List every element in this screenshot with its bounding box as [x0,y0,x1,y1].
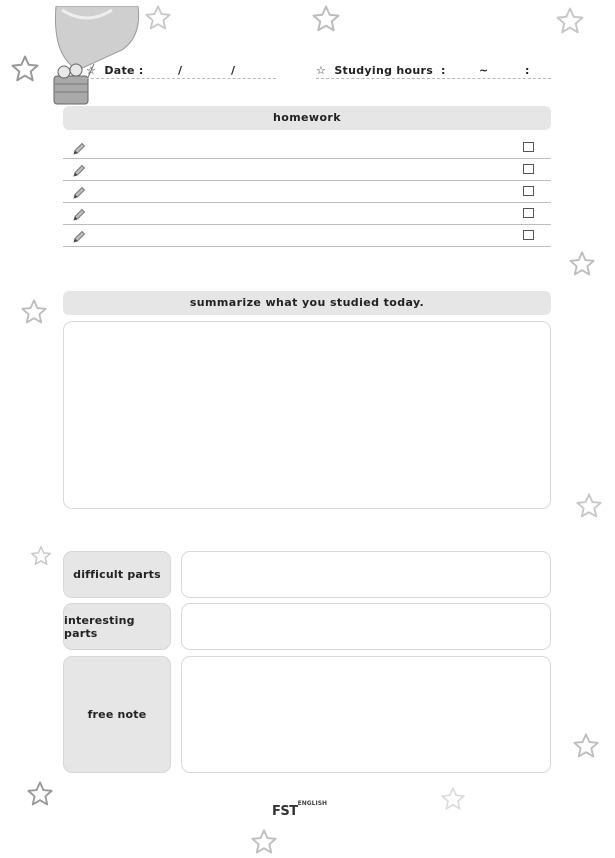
hours-tilde: ~ [479,64,489,77]
date-separator: / [178,64,183,77]
pencil-icon [72,207,86,221]
pencil-icon [72,163,86,177]
star-icon [440,786,466,812]
homework-row[interactable] [63,181,551,203]
date-separator: / [231,64,236,77]
star-icon [311,4,341,34]
homework-row[interactable] [63,225,551,247]
star-icon [26,780,54,808]
star-icon [30,542,52,570]
homework-row[interactable] [63,203,551,225]
interesting-parts-field[interactable] [181,603,551,650]
star-icon [572,732,600,760]
logo-english: ENGLISH [297,800,328,807]
star-icon [144,4,172,32]
homework-checkbox[interactable] [523,208,534,218]
interesting-parts-label: interesting parts [63,603,171,650]
homework-row[interactable] [63,159,551,181]
date-underline [86,78,276,79]
star-outline-icon: ☆ [316,64,327,77]
star-icon [568,250,596,278]
homework-checkbox[interactable] [523,186,534,196]
homework-checkbox[interactable] [523,142,534,152]
homework-checkbox[interactable] [523,230,534,240]
studying-hours-label: Studying hours [334,64,434,77]
difficult-parts-label: difficult parts [63,551,171,598]
logo-letters: ST [280,804,298,819]
hours-colon: : [525,64,530,77]
brand-logo [272,800,344,822]
summary-header: summarize what you studied today. [63,291,551,315]
star-icon [20,298,48,326]
star-icon [555,6,585,36]
star-icon [250,828,278,856]
hours-underline [316,78,551,79]
difficult-parts-field[interactable] [181,551,551,598]
homework-checkbox[interactable] [523,164,534,174]
star-icon [10,54,40,84]
date-label: Date : [104,64,144,77]
logo-letter: F [272,804,281,819]
free-note-label: free note [63,656,171,773]
hot-air-balloon-illustration [42,6,142,110]
pencil-icon [72,229,86,243]
star-outline-icon: ☆ [86,64,97,77]
hours-colon: : [441,64,446,77]
star-icon [575,492,603,520]
homework-row[interactable] [63,137,551,159]
pencil-icon [72,141,86,155]
homework-header: homework [63,106,551,130]
pencil-icon [72,185,86,199]
free-note-field[interactable] [181,656,551,773]
summary-box[interactable] [63,321,551,509]
